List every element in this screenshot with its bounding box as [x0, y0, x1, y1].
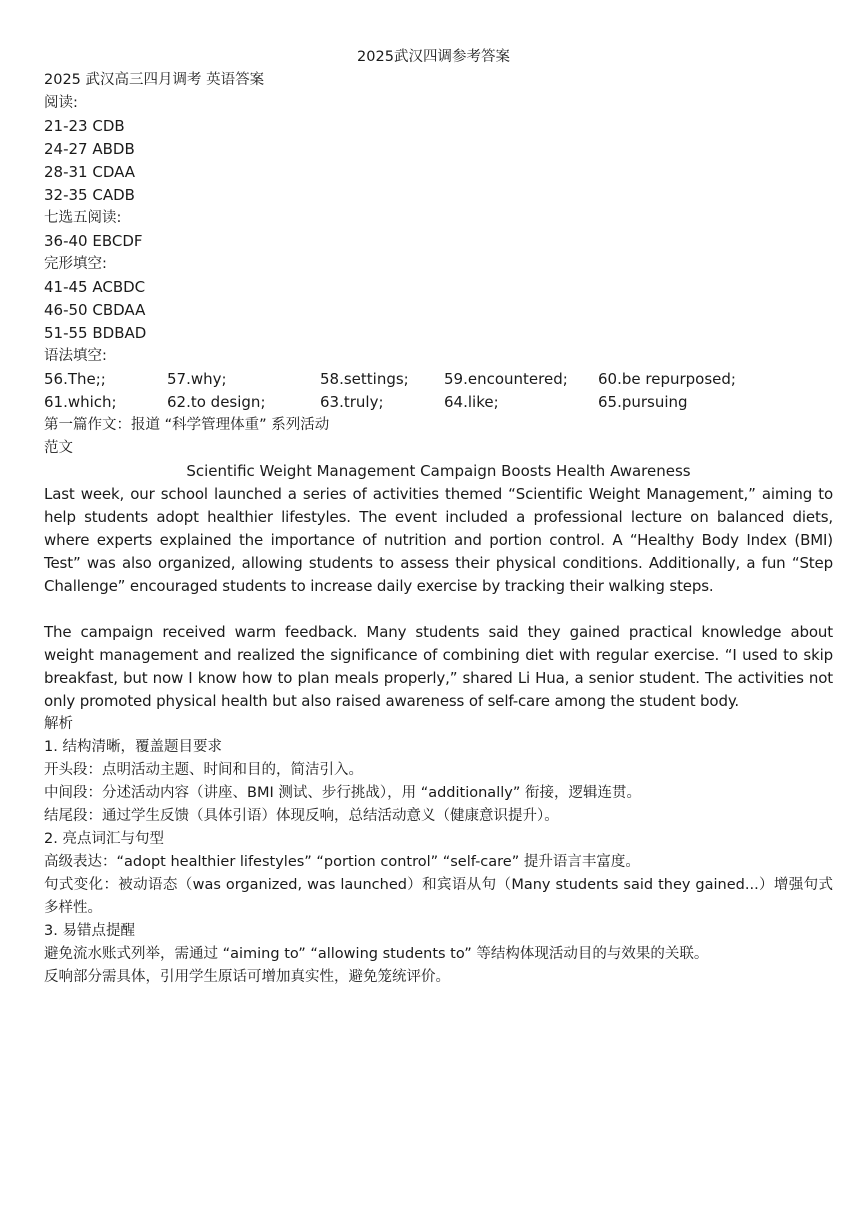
grammar-answer: 56.The;; [44, 370, 106, 388]
reading-answer: 32-35 CADB [44, 186, 135, 204]
seven-five-heading: 七选五阅读: [44, 210, 122, 226]
analysis-line: 反响部分需具体，引用学生原话可增加真实性，避免笼统评价。 [44, 969, 450, 985]
grammar-answer: 59.encountered; [444, 370, 568, 388]
analysis-line: 高级表达：“adopt healthier lifestyles” “portion control” “self-care” 提升语言丰富度。 [44, 854, 640, 870]
reading-answer: 24-27 ABDB [44, 140, 135, 158]
paragraph-spacer [44, 598, 829, 621]
cloze-answer: 51-55 BDBAD [44, 324, 147, 342]
document-title: 2025武汉四调参考答案 [357, 49, 510, 65]
analysis-line: 句式变化：被动语态（was organized, was launched）和宾语从句（Many students said they gained...）增强句式多样性。 [44, 877, 833, 916]
analysis-point-title: 3. 易错点提醒 [44, 923, 135, 939]
grammar-answer: 58.settings; [320, 370, 409, 388]
grammar-answer: 65.pursuing [598, 393, 688, 411]
grammar-answer: 57.why; [167, 370, 227, 388]
reading-answer: 21-23 CDB [44, 117, 125, 135]
grammar-answer: 62.to design; [167, 393, 266, 411]
analysis-line: 开头段：点明活动主题、时间和目的，简洁引入。 [44, 762, 363, 778]
sample-essay-label: 范文 [44, 440, 73, 456]
analysis-point-title: 1. 结构清晰，覆盖题目要求 [44, 739, 222, 755]
cloze-answer: 41-45 ACBDC [44, 278, 146, 296]
grammar-row [44, 391, 829, 414]
essay-paragraph-1: Last week, our school launched a series of activities themed “Scientific Weight Management,” aiming to help students adopt healthier lifestyles. The event included a professional lecture on balanced diets, where experts explained the importance of nutrition and portion control. A “Healthy Body Index (BMI) Test” was also organized, allowing students to assess their physical conditions. Additionally, a fun “Step Challenge” encouraged students to increase daily exercise by tracking their walking steps. [44, 485, 833, 595]
reading-answer: 28-31 CDAA [44, 163, 136, 181]
document-body [44, 69, 833, 989]
exam-subtitle: 2025 武汉高三四月调考 英语答案 [44, 72, 265, 88]
analysis-point-title: 2. 亮点词汇与句型 [44, 831, 164, 847]
analysis-line: 避免流水账式列举，需通过 “aiming to” “allowing students to” 等结构体现活动目的与效果的关联。 [44, 946, 709, 962]
grammar-row [44, 368, 829, 391]
grammar-answer: 64.like; [444, 393, 499, 411]
grammar-answer: 61.which; [44, 393, 117, 411]
reading-heading: 阅读: [44, 95, 78, 111]
analysis-line: 中间段：分述活动内容（讲座、BMI 测试、步行挑战），用 “additionally” 衔接，逻辑连贯。 [44, 785, 641, 801]
essay-paragraph-2: The campaign received warm feedback. Many students said they gained practical knowledge about weight management and realized the significance of combining diet with regular exercise. “I used to skip breakfast, but now I know how to plan meals properly,” shared Li Hua, a senior student. The activities not only promoted physical health but also raised awareness of self-care among the student body. [44, 623, 833, 710]
grammar-answer: 60.be repurposed; [598, 370, 736, 388]
cloze-heading: 完形填空: [44, 256, 107, 272]
cloze-answer: 46-50 CBDAA [44, 301, 146, 319]
grammar-heading: 语法填空: [44, 348, 107, 364]
essay-title: Scientific Weight Management Campaign Boosts Health Awareness [186, 462, 691, 480]
analysis-heading: 解析 [44, 716, 73, 732]
seven-five-answer: 36-40 EBCDF [44, 232, 143, 250]
analysis-line: 结尾段：通过学生反馈（具体引语）体现反响，总结活动意义（健康意识提升）。 [44, 808, 559, 824]
writing-heading: 第一篇作文：报道 “科学管理体重” 系列活动 [44, 417, 330, 433]
grammar-answer: 63.truly; [320, 393, 384, 411]
